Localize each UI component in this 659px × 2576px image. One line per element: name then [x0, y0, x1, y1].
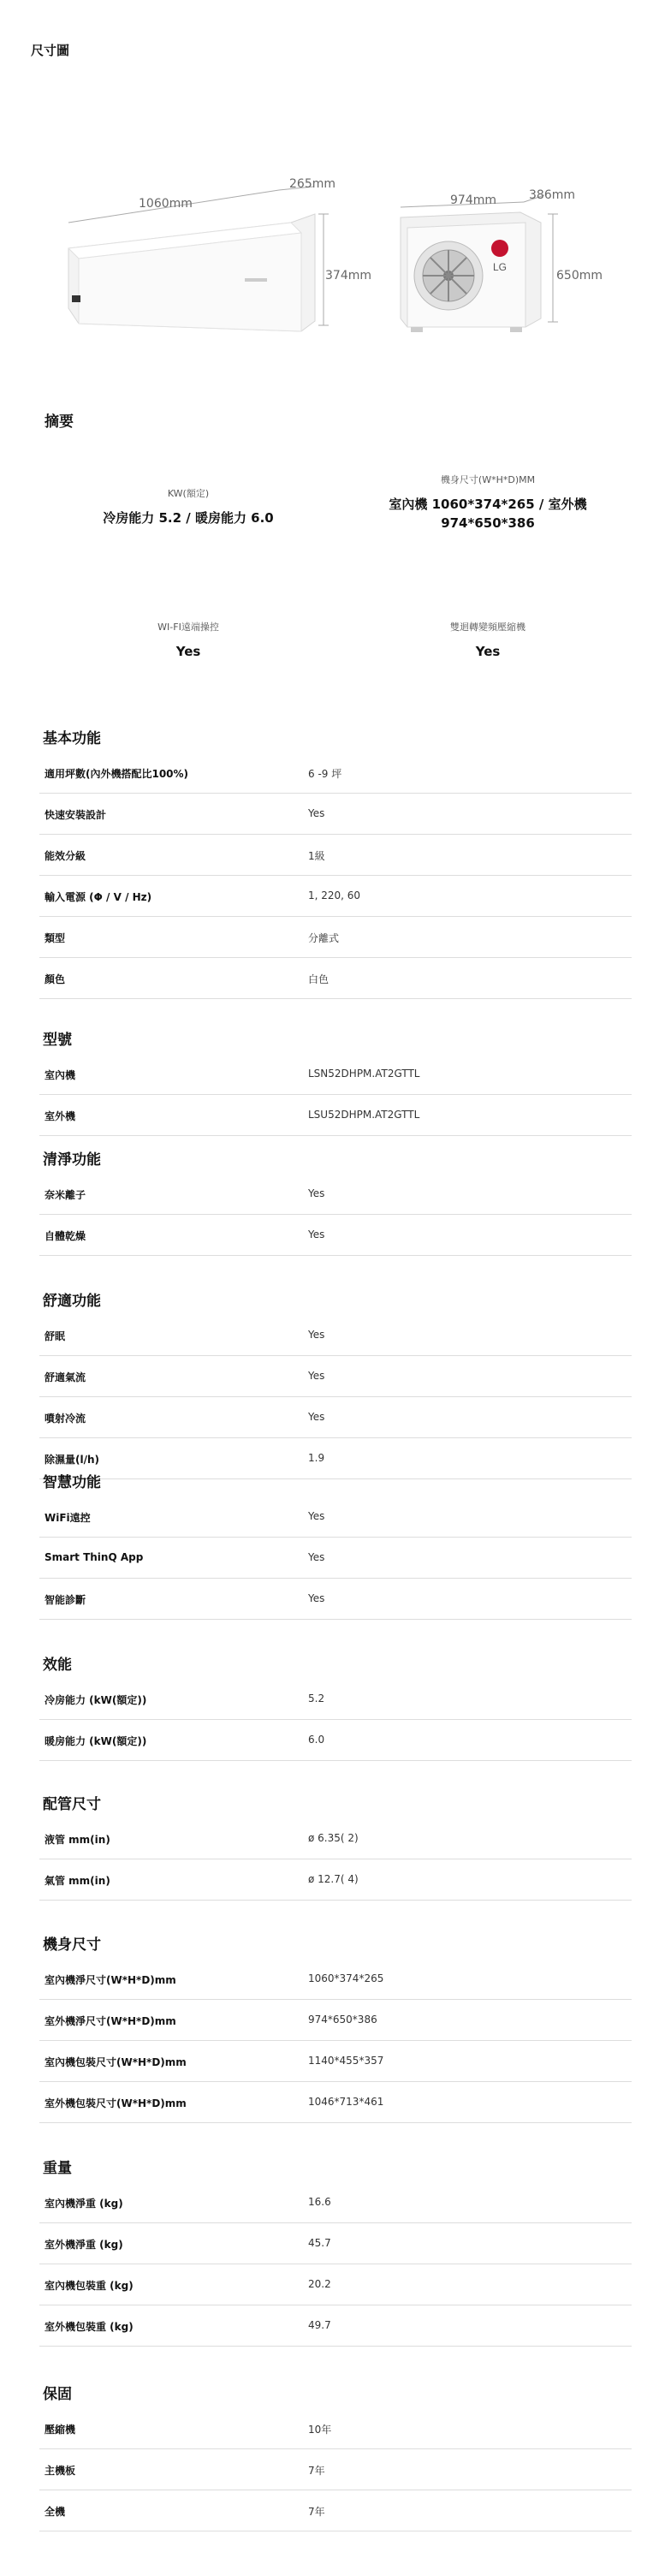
spec-row	[39, 1678, 632, 1720]
spec-row	[39, 752, 632, 794]
section-title: 重量	[43, 2160, 72, 2177]
spec-row	[39, 2407, 632, 2449]
spec-row	[39, 2081, 632, 2123]
spec-value: Yes	[308, 1592, 325, 1604]
spec-row	[39, 2181, 632, 2223]
spec-value: 1060*374*265	[308, 1972, 384, 1984]
spec-label: 氣管 mm(in)	[45, 1875, 110, 1887]
spec-row	[39, 1817, 632, 1859]
outdoor-width-label: 974mm	[450, 193, 496, 207]
spec-value: 45.7	[308, 2237, 331, 2249]
spec-row	[39, 1053, 632, 1095]
spec-row	[39, 793, 632, 835]
spec-label: Smart ThinQ App	[45, 1551, 144, 1563]
indoor-width-label: 1060mm	[139, 197, 193, 211]
svg-text:LG: LG	[492, 261, 508, 273]
spec-label: 室內機淨尺寸(W*H*D)mm	[45, 1974, 176, 1986]
spec-value: 49.7	[308, 2319, 331, 2331]
spec-row	[39, 1173, 632, 1215]
spec-label: 室內機淨重 (kg)	[45, 2198, 123, 2210]
spec-label: 冷房能力 (kW(額定))	[45, 1694, 147, 1706]
outdoor-unit-illustration	[401, 212, 541, 332]
spec-label: 室外機	[45, 1110, 76, 1122]
spec-value: 974*650*386	[308, 2014, 377, 2026]
spec-label: 噴射冷流	[45, 1413, 86, 1425]
spec-row	[39, 1496, 632, 1538]
spec-row	[39, 1958, 632, 2000]
summary-compressor	[368, 620, 608, 661]
indoor-unit-illustration	[68, 214, 315, 331]
section-title: 型號	[43, 1032, 72, 1049]
spec-value: 6 -9 坪	[308, 768, 342, 780]
spec-value: ø 6.35( 2)	[308, 1832, 359, 1844]
spec-value: Yes	[308, 807, 325, 819]
spec-value: 20.2	[308, 2278, 331, 2290]
spec-value: Yes	[308, 1329, 325, 1341]
section-title: 智慧功能	[43, 1474, 101, 1491]
spec-value: 10年	[308, 2424, 332, 2436]
spec-row	[39, 2222, 632, 2264]
spec-label: 奈米離子	[45, 1189, 86, 1201]
spec-label: 室外機包裝尺寸(W*H*D)mm	[45, 2097, 187, 2109]
summary-label: WI-FI遠端操控	[157, 622, 219, 633]
spec-label: 顏色	[45, 973, 66, 985]
spec-label: 暖房能力 (kW(額定))	[45, 1735, 147, 1747]
spec-row	[39, 957, 632, 999]
summary-label: 雙迴轉變頻壓縮機	[450, 622, 525, 633]
spec-label: 液管 mm(in)	[45, 1834, 110, 1846]
spec-row	[39, 1214, 632, 1256]
spec-value: 1046*713*461	[308, 2096, 384, 2108]
spec-value: 7年	[308, 2465, 325, 2477]
spec-row	[39, 1396, 632, 1438]
spec-label: 壓縮機	[45, 2424, 76, 2436]
section-title: 舒適功能	[43, 1293, 101, 1310]
spec-label: 室內機包裝尺寸(W*H*D)mm	[45, 2056, 187, 2068]
spec-label: 舒適氣流	[45, 1371, 86, 1383]
spec-value: Yes	[308, 1370, 325, 1382]
spec-label: 能效分級	[45, 850, 86, 862]
section-title: 基本功能	[43, 730, 101, 747]
indoor-height-label: 374mm	[325, 269, 371, 283]
spec-label: 智能診斷	[45, 1594, 86, 1606]
section-title: 清淨功能	[43, 1151, 101, 1169]
spec-row	[39, 1314, 632, 1356]
spec-value: Yes	[308, 1551, 325, 1563]
spec-value: 5.2	[308, 1693, 325, 1704]
summary-label: KW(額定)	[167, 488, 210, 499]
spec-label: 室外機淨尺寸(W*H*D)mm	[45, 2015, 176, 2027]
spec-value: 1, 220, 60	[308, 889, 361, 901]
spec-row	[39, 1578, 632, 1620]
spec-label: WiFi遠控	[45, 1512, 91, 1524]
spec-row	[39, 875, 632, 917]
outdoor-depth-label: 386mm	[529, 188, 575, 202]
spec-row	[39, 2305, 632, 2347]
spec-value: 分離式	[308, 932, 340, 944]
spec-label: 主機板	[45, 2465, 76, 2477]
spec-label: 全機	[45, 2506, 66, 2518]
spec-row	[39, 2490, 632, 2531]
section-title: 效能	[43, 1657, 72, 1674]
spec-label: 舒眠	[45, 1330, 66, 1342]
spec-value: 16.6	[308, 2196, 331, 2208]
spec-value: LSU52DHPM.AT2GTTL	[308, 1109, 420, 1121]
spec-value: 1.9	[308, 1452, 325, 1464]
spec-label: 室內機包裝重 (kg)	[45, 2280, 134, 2292]
summary-wifi	[60, 620, 317, 661]
spec-row	[39, 1537, 632, 1579]
summary-value: Yes	[175, 644, 201, 659]
summary-dimensions	[368, 473, 608, 532]
spec-value: Yes	[308, 1510, 325, 1522]
spec-row	[39, 2264, 632, 2305]
spec-label: 除濕量(l/h)	[45, 1454, 100, 1466]
spec-row	[39, 834, 632, 876]
section-title: 機身尺寸	[43, 1936, 101, 1954]
spec-value: 白色	[308, 973, 330, 985]
spec-label: 類型	[45, 932, 66, 944]
spec-value: 1級	[308, 850, 325, 862]
spec-value: Yes	[308, 1187, 325, 1199]
spec-row	[39, 1999, 632, 2041]
spec-label: 快速安裝設計	[45, 809, 107, 821]
outdoor-height-label: 650mm	[556, 269, 603, 283]
spec-row	[39, 1437, 632, 1479]
spec-row	[39, 916, 632, 958]
summary-value: 冷房能力 5.2 / 暖房能力 6.0	[103, 510, 274, 526]
spec-label: 適用坪數(內外機搭配比100%)	[45, 768, 189, 780]
spec-row	[39, 1719, 632, 1761]
page-title: 尺寸圖	[31, 43, 70, 58]
spec-value: Yes	[308, 1411, 325, 1423]
spec-row	[39, 1859, 632, 1901]
spec-value: 6.0	[308, 1734, 325, 1746]
summary-label: 機身尺寸(W*H*D)MM	[440, 474, 536, 485]
spec-label: 自體乾燥	[45, 1230, 86, 1242]
indoor-depth-label: 265mm	[289, 177, 335, 191]
summary-value: Yes	[475, 644, 501, 659]
section-title: 保固	[43, 2386, 72, 2403]
summary-capacity	[60, 486, 317, 527]
summary-title: 摘要	[45, 413, 74, 431]
spec-label: 室外機包裝重 (kg)	[45, 2321, 134, 2333]
spec-label: 室外機淨重 (kg)	[45, 2239, 123, 2251]
spec-row	[39, 1355, 632, 1397]
spec-value: ø 12.7( 4)	[308, 1873, 359, 1885]
spec-value: LSN52DHPM.AT2GTTL	[308, 1068, 420, 1080]
summary-value: 室內機 1060*374*265 / 室外機 974*650*386	[389, 497, 587, 531]
spec-label: 輸入電源 (Φ / V / Hz)	[45, 891, 152, 903]
spec-row	[39, 2040, 632, 2082]
section-title: 配管尺寸	[43, 1796, 101, 1813]
spec-row	[39, 1094, 632, 1136]
spec-value: 1140*455*357	[308, 2055, 384, 2067]
spec-row	[39, 2448, 632, 2490]
spec-label: 室內機	[45, 1069, 76, 1081]
spec-value: 7年	[308, 2506, 325, 2518]
spec-value: Yes	[308, 1229, 325, 1240]
